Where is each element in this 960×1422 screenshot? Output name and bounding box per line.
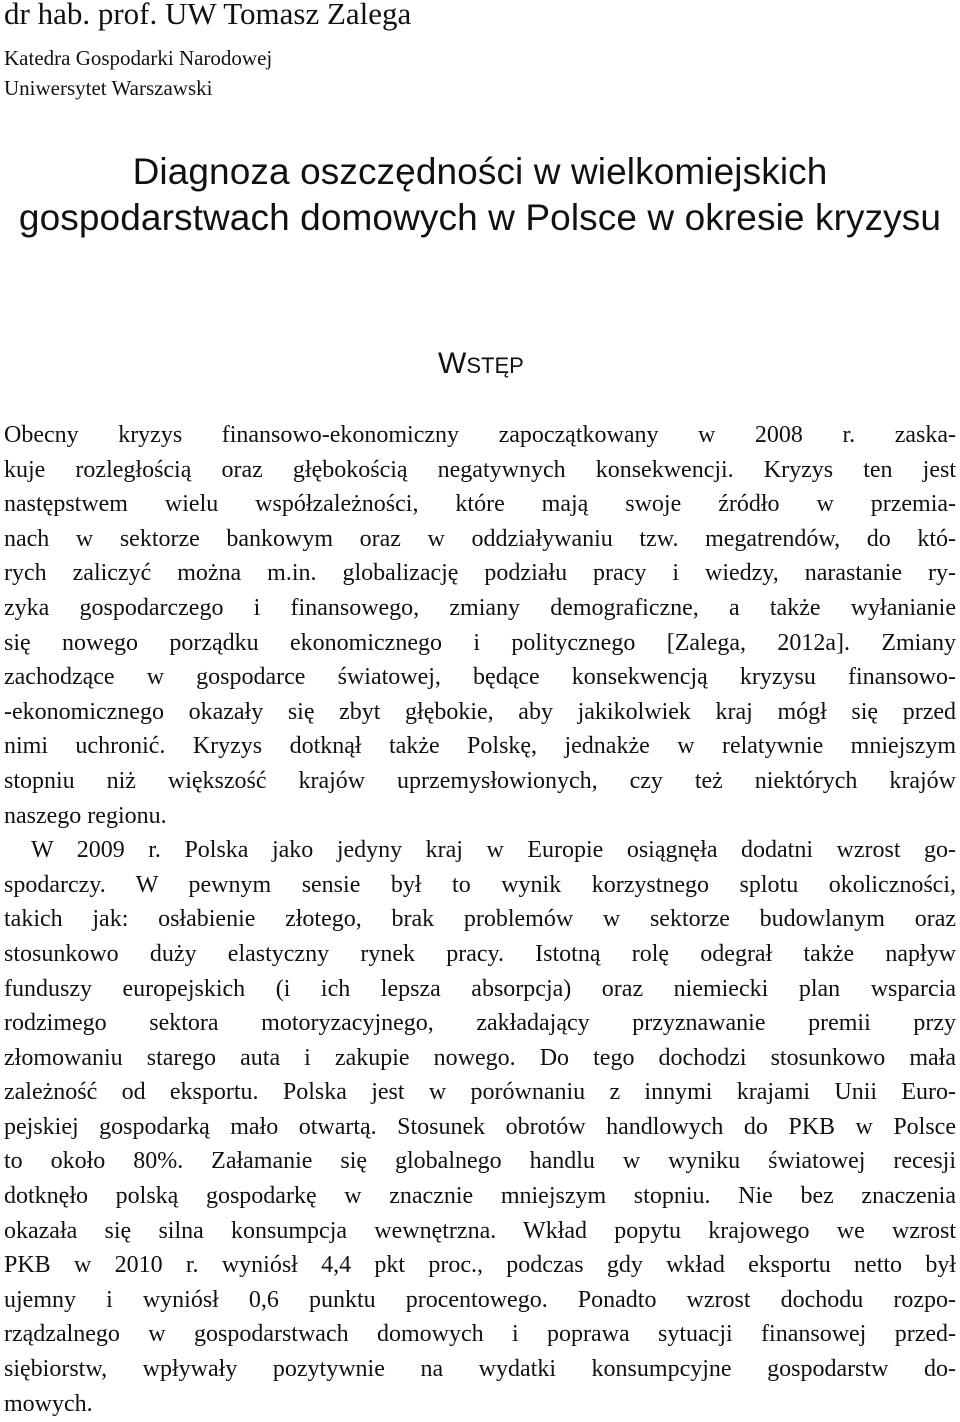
body-line: Obecny kryzys finansowo-ekonomiczny zapoczątkowany w 2008 r. zaska- [4,422,956,448]
body-line: takich jak: osłabienie złotego, brak problemów w sektorze budowlanym oraz [4,906,956,933]
body-line: ujemny i wyniósł 0,6 punktu procentowego. Ponadto wzrost dochodu rozpo- [4,1286,956,1313]
body-line: PKB w 2010 r. wyniósł 4,4 pkt proc., podczas gdy wkład eksportu netto był [4,1252,956,1279]
body-line: złomowaniu starego auta i zakupie nowego. Do tego dochodzi stosunkowo mała [4,1044,956,1071]
body-text [4,418,956,1421]
body-line: naszego regionu. [4,802,167,829]
affiliation-department: Katedra Gospodarki Narodowej [4,46,273,70]
body-line: okazała się silna konsumpcja wewnętrzna. Wkład popytu krajowego we wzrost [4,1217,956,1244]
body-line: pejskiej gospodarką mało otwartą. Stosunek obrotów handlowych do PKB w Polsce [4,1113,956,1140]
body-line: zyka gospodarczego i finansowego, zmiany demograficzne, a także wyłanianie [4,594,956,621]
body-line: stopniu niż większość krajów uprzemysłowionych, czy też niektórych krajów [4,767,956,794]
body-line: zachodzące w gospodarce światowej, będące konsekwencją kryzysu finansowo- [4,664,956,691]
paper-title-line-1: Diagnoza oszczędności w wielkomiejskich [132,151,828,192]
section-heading-rest: STĘP [466,353,524,378]
body-line: funduszy europejskich (i ich lepsza absorpcja) oraz niemiecki plan wsparcia [4,975,956,1002]
section-heading-initial: W [438,347,467,380]
body-line: rych zaliczyć można m.in. globalizację podziału pracy i wiedzy, narastanie ry- [4,560,956,587]
body-line: nimi uchronić. Kryzys dotknął także Polskę, jednakże w relatywnie mniejszym [4,733,956,760]
body-line: stosunkowo duży elastyczny rynek pracy. Istotną rolę odegrał także napływ [4,940,956,967]
body-line: następstwem wielu współzależności, które mają swoje źródło w przemia- [4,491,956,518]
body-line: rządzalnego w gospodarstwach domowych i poprawa sytuacji finansowej przed- [4,1321,956,1348]
body-line: -ekonomicznego okazały się zbyt głębokie, aby jakikolwiek kraj mógł się przed [4,698,956,725]
section-heading [438,344,524,386]
body-line: to około 80%. Załamanie się globalnego handlu w wyniku światowej recesji [4,1148,956,1175]
body-line: kuje rozległością oraz głębokością negatywnych konsekwencji. Kryzys ten jest [4,456,956,483]
author-line: dr hab. prof. UW Tomasz Zalega [4,0,412,31]
paper-title-line-2: gospodarstwach domowych w Polsce w okresie kryzysu [18,197,942,238]
affiliation-university: Uniwersytet Warszawski [4,76,213,100]
body-line: zależność od eksportu. Polska jest w porównaniu z innymi krajami Unii Euro- [4,1079,956,1106]
body-line: siębiorstw, wpływały pozytywnie na wydatki konsumpcyjne gospodarstw do- [4,1356,956,1383]
body-line: rodzimego sektora motoryzacyjnego, zakładający przyznawanie premii przy [4,1010,956,1037]
body-line: mowych. [4,1390,93,1417]
body-line: spodarczy. W pewnym sensie był to wynik korzystnego splotu okoliczności, [4,871,956,898]
body-line: dotknęło polską gospodarkę w znacznie mniejszym stopniu. Nie bez znaczenia [4,1183,956,1210]
body-line: się nowego porządku ekonomicznego i politycznego [Zalega, 2012a]. Zmiany [4,629,956,656]
body-line: W 2009 r. Polska jako jedyny kraj w Europie osiągnęła dodatni wzrost go- [31,837,956,864]
body-line: nach w sektorze bankowym oraz w oddziaływaniu tzw. megatrendów, do któ- [4,525,956,552]
